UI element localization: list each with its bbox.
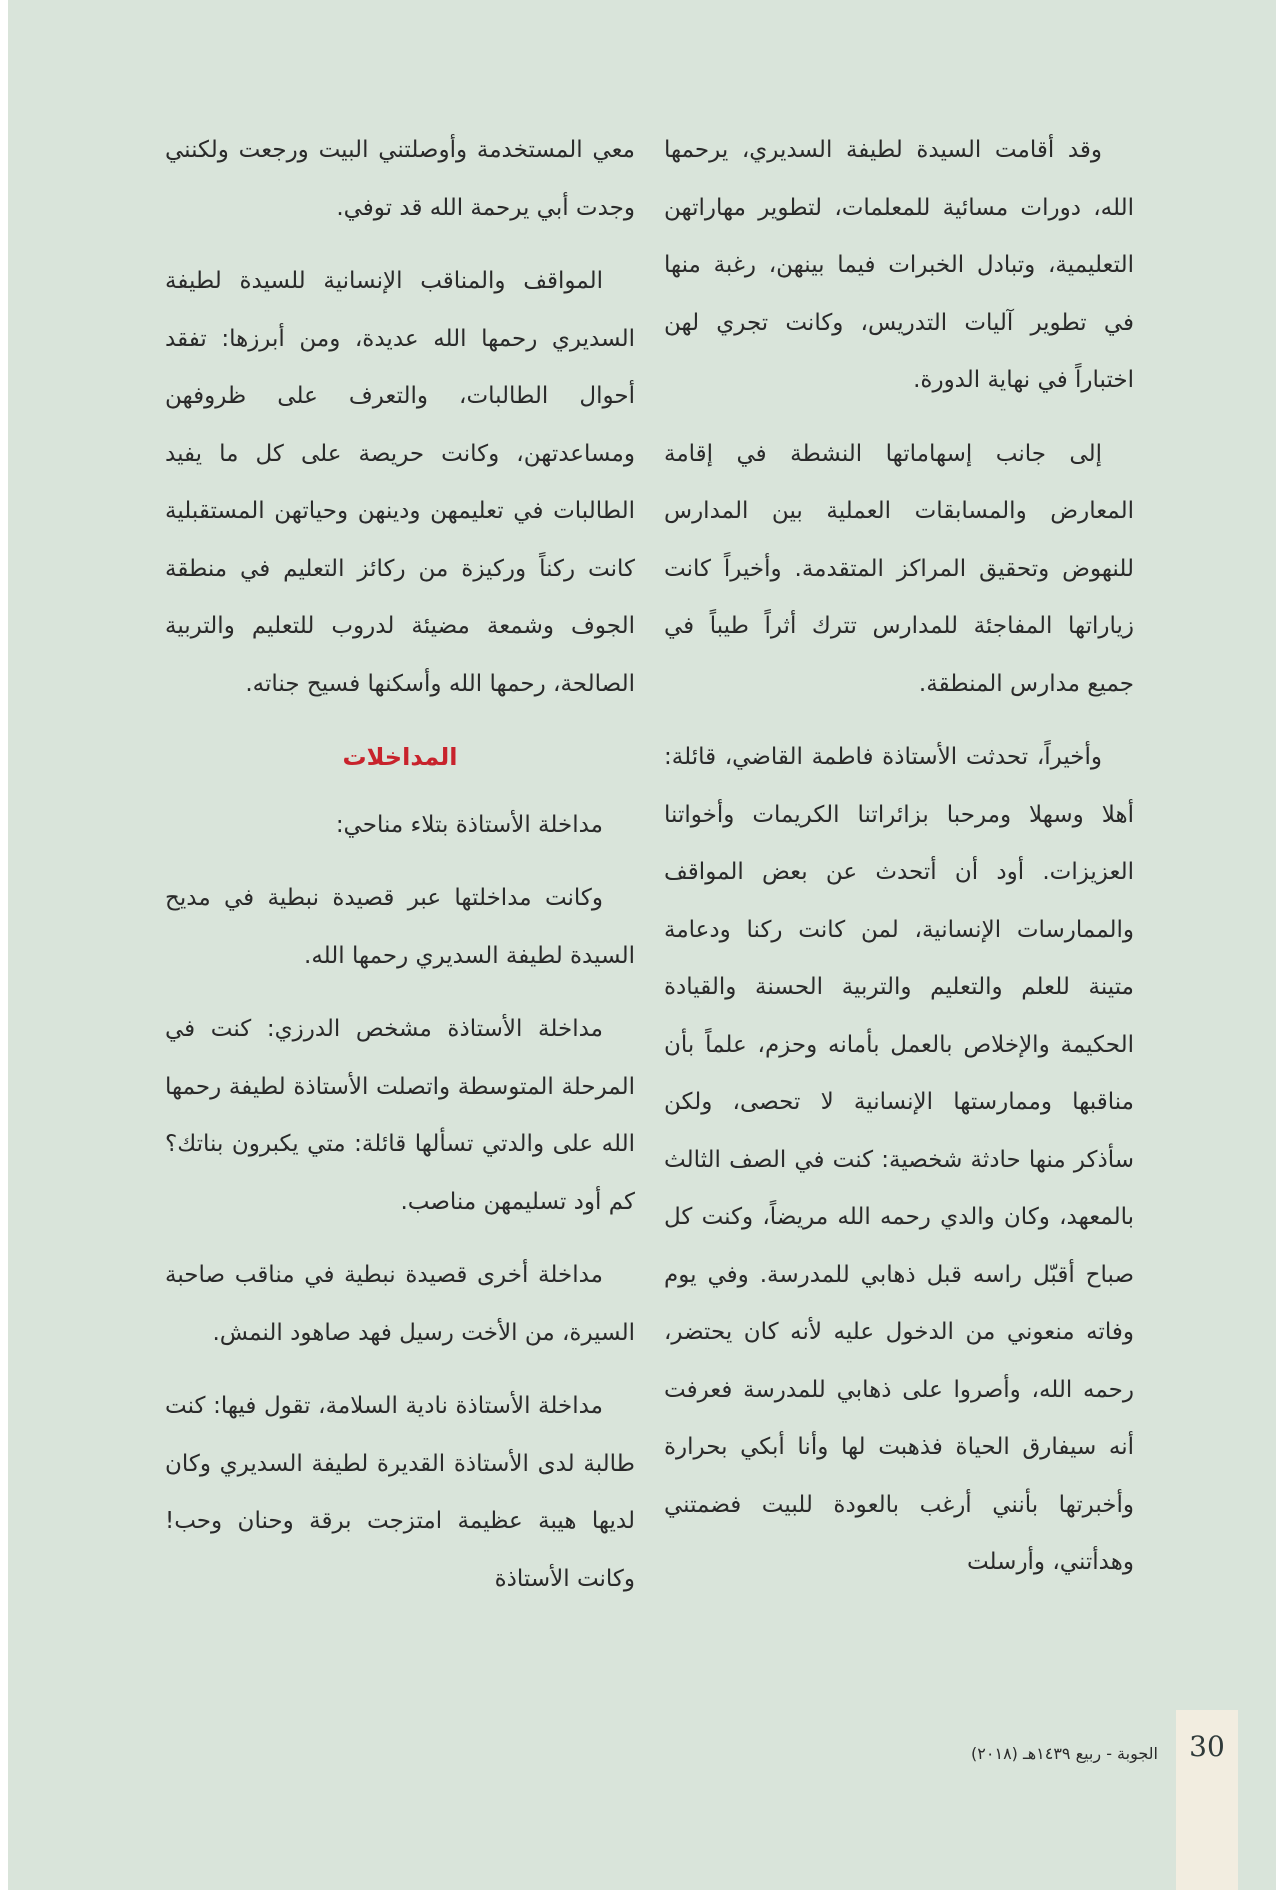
left-paragraph-5: مداخلة الأستاذة مشخص الدرزي: كنت في المرحلة المتوسطة واتصلت الأستاذة لطيفة رحمها الله على والدتي تسألها قائلة: متي يكبرون بناتك؟ كم أود تسليمهن مناصب. [165, 1016, 635, 1215]
left-paragraph-4: وكانت مداخلتها عبر قصيدة نبطية في مديح السيدة لطيفة السديري رحمها الله. [165, 885, 635, 969]
magazine-page [8, 0, 1276, 1890]
right-paragraph-2: إلى جانب إسهاماتها النشطة في إقامة المعارض والمسابقات العملية بين المدارس للنهوض وتحقيق المراكز المتقدمة. وأخيراً كانت زياراتها المفاجئة للمدارس تترك أثراً طيباً في جميع مدارس المنطقة. [664, 440, 1134, 697]
left-paragraph-1: معي المستخدمة وأوصلتني البيت ورجعت ولكنني وجدت أبي يرحمة الله قد توفي. [165, 137, 635, 221]
left-column [165, 122, 635, 1624]
right-paragraph-3: وأخيراً، تحدثت الأستاذة فاطمة القاضي، قائلة: أهلا وسهلا ومرحبا بزائراتنا الكريمات وأخواتنا العزيزات. أود أن أتحدث عن بعض المواقف والممارسات الإنسانية، لمن كانت ركنا ودعامة متينة للعلم والتعليم والتربية الحسنة والقيادة الحكيمة والإخلاص بالعمل بأمانه وحزم، علماً بأن مناقبها وممارستها الإنسانية لا تحصى، ولكن سأذكر منها حادثة شخصية: كنت في الصف الثالث بالمعهد، وكان والدي رحمه الله مريضاً، وكنت كل صباح أقبّل راسه قبل ذهابي للمدرسة. وفي يوم وفاته منعوني من الدخول عليه لأنه كان يحتضر، رحمه الله، وأصروا على ذهابي للمدرسة فعرفت أنه سيفارق الحياة فذهبت لها وأنا أبكي بحرارة وأخبرتها بأنني أرغب بالعودة للبيت فضمتني وهدأتني، وأرسلت [664, 744, 1134, 1575]
right-column [664, 122, 1134, 1608]
left-paragraph-3: مداخلة الأستاذة بتلاء مناحي: [335, 811, 603, 838]
issue-footer: الجوبة - ربيع ١٤٣٩هـ (٢٠١٨) [971, 1744, 1158, 1763]
left-paragraph-2: المواقف والمناقب الإنسانية للسيدة لطيفة السديري رحمها الله عديدة، ومن أبرزها: تفقد أحوال الطالبات، والتعرف على ظروفهن ومساعدتهن، وكانت حريصة على كل ما يفيد الطالبات في تعليمهن ودينهن وحياتهن المستقبلية كانت ركناً وركيزة من ركائز التعليم في منطقة الجوف وشمعة مضيئة لدروب للتعليم والتربية الصالحة، رحمها الله وأسكنها فسيح جناته. [165, 268, 635, 697]
left-paragraph-6: مداخلة أخرى قصيدة نبطية في مناقب صاحبة السيرة، من الأخت رسيل فهد صاهود النمش. [165, 1262, 635, 1346]
section-heading: المداخلات [342, 743, 458, 771]
page-number-tab [1176, 1710, 1238, 1890]
right-paragraph-1: وقد أقامت السيدة لطيفة السديري، يرحمها الله، دورات مسائية للمعلمات، لتطوير مهاراتهن التعليمية، وتبادل الخبرات فيما بينهن، رغبة منها في تطوير آليات التدريس، وكانت تجري لهن اختباراً في نهاية الدورة. [664, 137, 1134, 393]
left-paragraph-7: مداخلة الأستاذة نادية السلامة، تقول فيها: كنت طالبة لدى الأستاذة القديرة لطيفة السديري وكان لديها هيبة عظيمة امتزجت برقة وحنان وحب! وكانت الأستاذة [165, 1393, 635, 1592]
page-number: 30 [1189, 1730, 1225, 1763]
